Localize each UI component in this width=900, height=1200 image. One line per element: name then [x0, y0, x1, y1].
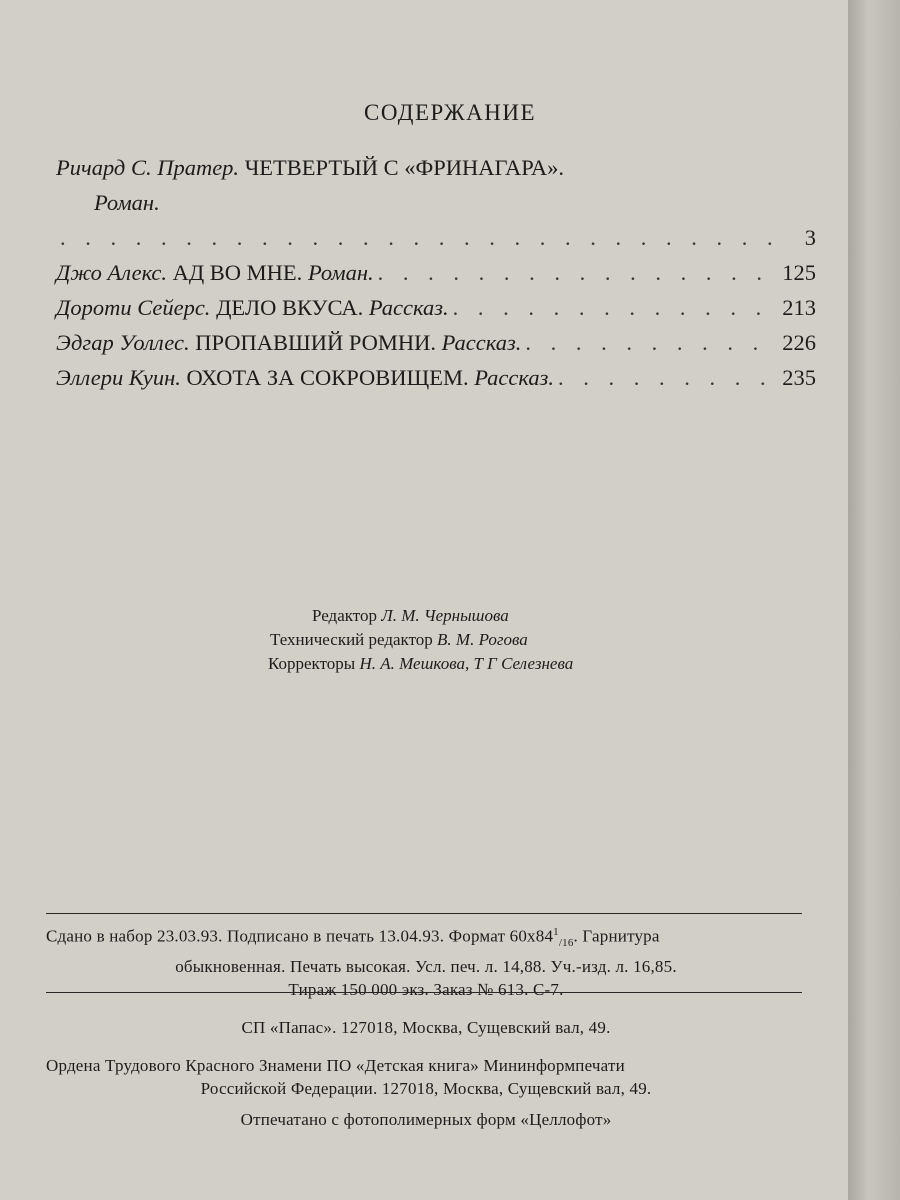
toc-entry — [56, 255, 816, 290]
print-details — [46, 921, 806, 1001]
toc-author: Ричард С. Пратер. — [56, 155, 240, 180]
toc-entry — [56, 150, 816, 255]
toc-entry — [56, 325, 816, 360]
toc-page-number: 226 — [782, 330, 816, 355]
credits — [268, 604, 573, 676]
printer-info — [46, 1054, 806, 1100]
toc-entry — [56, 360, 816, 395]
print-details-line: Тираж 150 000 экз. Заказ № 613. С-7. — [288, 980, 564, 1000]
toc-author: Дороти Сейерс. — [56, 295, 211, 320]
toc-page-number: 235 — [782, 365, 816, 390]
printed-from-line: Отпечатано с фотополимерных форм «Целлофот» — [240, 1110, 612, 1129]
toc-entry — [56, 290, 816, 325]
toc-title: СОДЕРЖАНИЕ — [363, 100, 536, 125]
print-details-line: обыкновенная. Печать высокая. Усл. печ. л. 14,88. Уч.-изд. л. 16,85. — [175, 957, 677, 977]
toc-leader-dots — [60, 220, 784, 255]
toc-work-title: ПРОПАВШИЙ РОМНИ. — [195, 330, 436, 355]
printer-line: Российской Федерации. 127018, Москва, Сущевский вал, 49. — [200, 1079, 652, 1098]
toc-genre: Роман. — [94, 190, 160, 215]
toc-author: Эллери Куин. — [56, 365, 181, 390]
proofreaders-line: Корректоры Н. А. Мешкова, Т Г Селезнева — [268, 654, 574, 673]
tech-editor-line: Технический редактор В. М. Рогова — [270, 630, 528, 649]
toc-leader-dots — [525, 325, 778, 360]
editor-line: Редактор Л. М. Чернышова — [312, 606, 509, 625]
toc-work-title: АД ВО МНЕ. — [172, 260, 303, 285]
toc-genre: Рассказ. — [368, 295, 449, 320]
divider-rule — [46, 913, 802, 914]
toc-leader-dots — [558, 360, 778, 395]
adjacent-page-edge — [848, 0, 900, 1200]
divider-rule — [46, 992, 802, 993]
toc-genre: Роман. — [307, 260, 374, 285]
toc-author: Эдгар Уоллес. — [56, 330, 190, 355]
toc-page-number: 125 — [782, 260, 816, 285]
toc-work-title: ЧЕТВЕРТЫЙ С «ФРИНАГАРА». — [244, 155, 565, 180]
print-details-line: Сдано в набор 23.03.93. Подписано в печать 13.04.93. Формат $60x84^1_{/16}$. Гарнитура — [46, 926, 660, 950]
toc-page-number: 3 — [804, 225, 816, 250]
toc-page-number: 213 — [782, 295, 816, 320]
publisher-line: СП «Папас». 127018, Москва, Сущевский вал, 49. — [241, 1018, 611, 1037]
table-of-contents — [56, 150, 816, 395]
toc-leader-dots — [378, 255, 779, 290]
toc-work-title: ДЕЛО ВКУСА. — [216, 295, 364, 320]
toc-author: Джо Алекс. — [56, 260, 167, 285]
printer-line: Ордена Трудового Красного Знамени ПО «Детская книга» Мининформпечати — [46, 1056, 625, 1075]
toc-genre: Рассказ. — [441, 330, 522, 355]
toc-work-title: ОХОТА ЗА СОКРОВИЩЕМ. — [186, 365, 469, 390]
toc-genre: Рассказ. — [474, 365, 554, 390]
toc-leader-dots — [453, 290, 779, 325]
